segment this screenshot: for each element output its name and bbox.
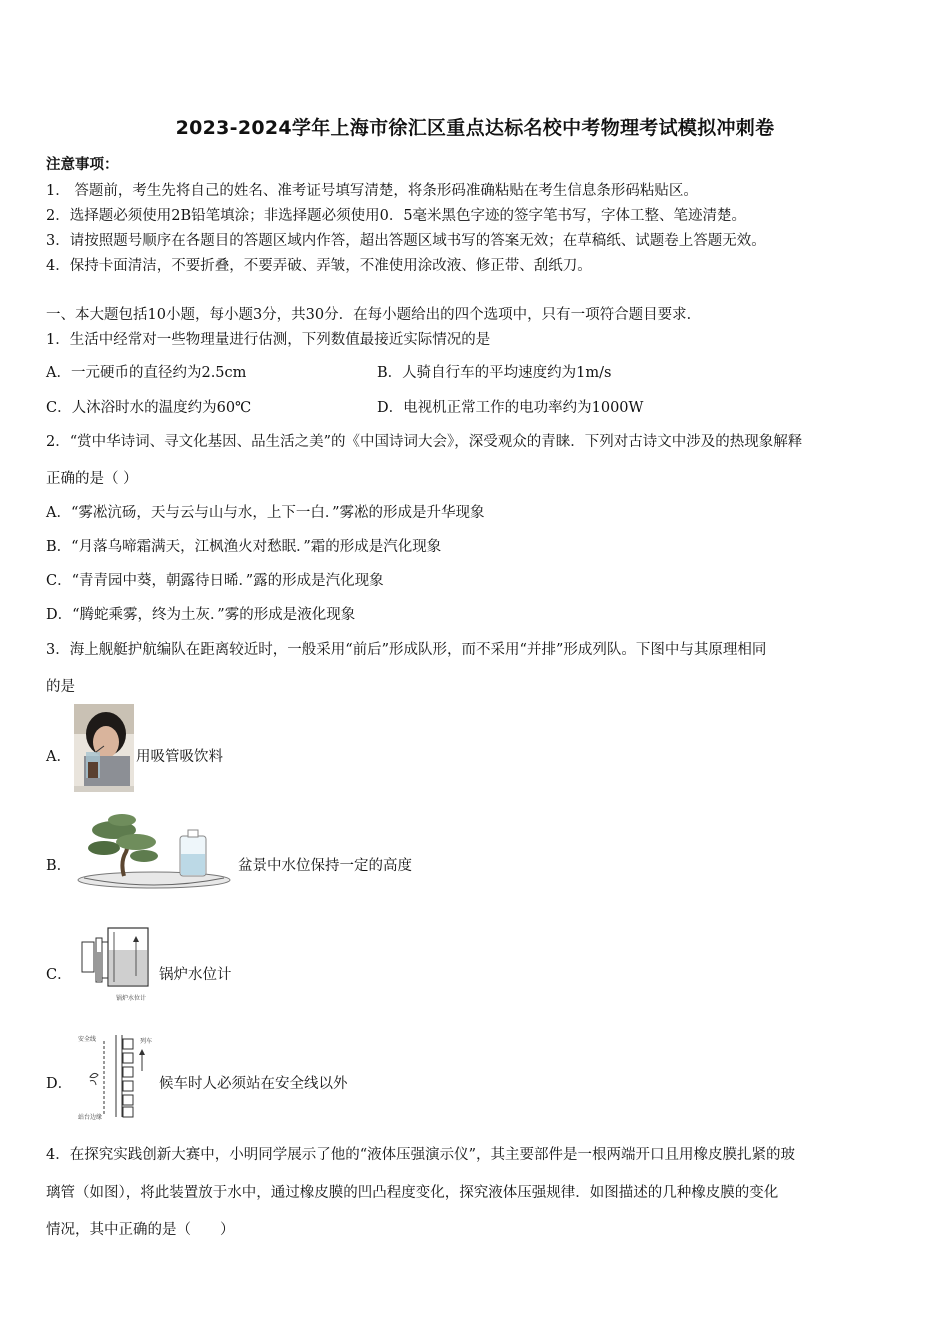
platform-edge-label: 站台边缘 xyxy=(78,1114,103,1121)
boiler-caption: 锅炉水位计 xyxy=(116,995,147,1002)
q3-option-a-label: A． xyxy=(46,749,71,765)
q2-option-b: B．“月落乌啼霜满天，江枫渔火对愁眠．”霜的形成是汽化现象 xyxy=(46,539,442,555)
q2-stem-cont: 正确的是（ ） xyxy=(46,471,138,487)
boiler-gauge-figure xyxy=(76,920,156,1006)
q2-stem: 2．“赏中华诗词、寻文化基因、品生活之美”的《中国诗词大会》，深受观众的青睐．下列对古诗文中涉及的热现象解释 xyxy=(46,434,803,450)
q3-stem: 3．海上舰艇护航编队在距离较近时，一般采用“前后”形成队形，而不采用“并排”形成列队。下图中与其原理相同 xyxy=(46,642,767,658)
q3-option-b-text: 盆景中水位保持一定的高度 xyxy=(238,858,412,874)
notice-item: 4．保持卡面清洁，不要折叠，不要弄破、弄皱，不准使用涂改液、修正带、刮纸刀。 xyxy=(46,258,592,274)
section-heading: 一、本大题包括10小题，每小题3分，共30分．在每小题给出的四个选项中，只有一项符合题目要求． xyxy=(46,307,702,323)
safety-line-figure xyxy=(76,1031,158,1121)
q4-stem-cont: 情况，其中正确的是（ ） xyxy=(46,1222,235,1238)
q1-option-c: C．人沐浴时水的温度约为60℃ xyxy=(46,400,252,416)
notice-heading: 注意事项： xyxy=(46,156,119,173)
q2-option-c: C．“青青园中葵，朝露待日晞．”露的形成是汽化现象 xyxy=(46,573,384,589)
notice-item: 1． 答题前，考生先将自己的姓名、准考证号填写清楚，将条形码准确粘贴在考生信息条形码粘贴区。 xyxy=(46,183,698,199)
q3-option-a-text: 用吸管吸饮料 xyxy=(136,749,223,765)
q3-option-c-text: 锅炉水位计 xyxy=(159,967,232,983)
q1-option-d: D．电视机正常工作的电功率约为1000W xyxy=(377,400,644,416)
q3-option-d-text: 候车时人必须站在安全线以外 xyxy=(159,1076,348,1092)
q4-stem-cont: 璃管（如图），将此装置放于水中，通过橡皮膜的凹凸程度变化，探究液体压强规律．如图描述的几种橡皮膜的变化 xyxy=(46,1185,779,1201)
bonsai-figure xyxy=(74,812,236,896)
q3-option-d-label: D． xyxy=(46,1076,73,1092)
q1-stem: 1．生活中经常对一些物理量进行估测，下列数值最接近实际情况的是 xyxy=(46,332,491,348)
page-title: 2023-2024学年上海市徐汇区重点达标名校中考物理考试模拟冲刺卷 xyxy=(175,117,775,139)
train-label: 列车 xyxy=(140,1038,153,1045)
q4-stem: 4．在探究实践创新大赛中，小明同学展示了他的“液体压强演示仪”，其主要部件是一根两端开口且用橡皮膜扎紧的玻 xyxy=(46,1147,796,1163)
notice-item: 3．请按照题号顺序在各题目的答题区域内作答，超出答题区域书写的答案无效；在草稿纸、试题卷上答题无效。 xyxy=(46,233,766,249)
q1-option-b: B．人骑自行车的平均速度约为1m/s xyxy=(377,365,612,381)
safety-line-label: 安全线 xyxy=(78,1036,97,1043)
q3-stem-cont: 的是 xyxy=(46,679,75,695)
q2-option-a: A．“雾凇沆砀，天与云与山与水，上下一白．”雾凇的形成是升华现象 xyxy=(46,505,485,521)
q3-option-b-label: B． xyxy=(46,858,72,874)
drinking-straw-photo xyxy=(74,704,134,792)
q2-option-d: D．“腾蛇乘雾，终为土灰．”雾的形成是液化现象 xyxy=(46,607,356,623)
q1-option-a: A．一元硬币的直径约为2.5cm xyxy=(46,365,247,381)
notice-item: 2．选择题必须使用2B铅笔填涂；非选择题必须使用0．5毫米黑色字迹的签字笔书写，字体工整、笔迹清楚。 xyxy=(46,208,747,224)
q3-option-c-label: C． xyxy=(46,967,72,983)
